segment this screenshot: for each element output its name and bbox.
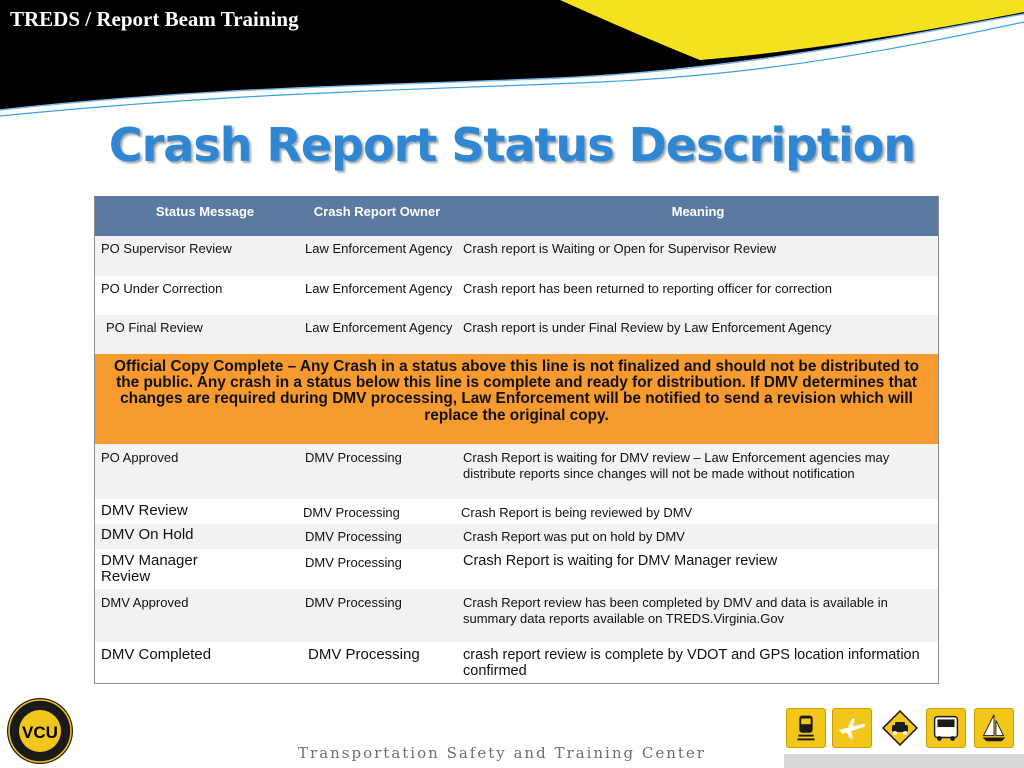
meaning-cell: Crash report is Waiting or Open for Supervisor Review bbox=[463, 241, 777, 256]
car-icon bbox=[880, 708, 920, 748]
status-cell: DMV Review bbox=[101, 502, 188, 519]
sailboat-icon bbox=[974, 708, 1014, 748]
owner-cell: DMV Processing bbox=[308, 646, 420, 663]
table-row bbox=[95, 499, 938, 524]
table-row bbox=[95, 444, 938, 499]
meaning-cell: Crash Report is being reviewed by DMV bbox=[461, 505, 693, 520]
owner-cell: Law Enforcement Agency bbox=[305, 281, 453, 296]
column-header-meaning: Meaning bbox=[671, 204, 725, 219]
status-cell: DMV Completed bbox=[101, 646, 212, 663]
owner-cell: DMV Processing bbox=[305, 595, 402, 610]
slide-title: Crash Report Status Description bbox=[108, 118, 916, 172]
status-table bbox=[94, 196, 939, 684]
owner-cell: DMV Processing bbox=[305, 555, 402, 570]
meaning-cell: Crash Report is waiting for DMV Manager review bbox=[463, 553, 778, 569]
column-header-owner: Crash Report Owner bbox=[313, 204, 441, 219]
column-header-status: Status Message bbox=[155, 204, 255, 219]
owner-cell: DMV Processing bbox=[305, 529, 402, 544]
footer-text: Transportation Safety and Training Center bbox=[298, 744, 706, 762]
table-row bbox=[95, 276, 938, 315]
meaning-cell: Crash report has been returned to reporting officer for correction bbox=[463, 281, 833, 296]
status-cell: PO Approved bbox=[101, 450, 179, 465]
meaning-cell: Crash Report is waiting for DMV review – Law Enforcement agencies may distribute reports since changes will not be made without notification bbox=[463, 450, 890, 481]
table-row bbox=[95, 589, 938, 642]
status-cell: DMV On Hold bbox=[101, 526, 194, 543]
table-row bbox=[95, 642, 938, 683]
airplane-icon bbox=[832, 708, 872, 748]
table-row bbox=[95, 549, 938, 589]
status-cell: PO Under Correction bbox=[101, 281, 223, 296]
meaning-cell: Crash report is under Final Review by Law Enforcement Agency bbox=[463, 320, 832, 335]
header-title: TREDS / Report Beam Training bbox=[10, 7, 299, 31]
owner-cell: DMV Processing bbox=[303, 505, 400, 520]
vcu-logo-text: VCU bbox=[22, 723, 58, 742]
status-cell: PO Final Review bbox=[106, 320, 203, 335]
transport-icons bbox=[784, 708, 1016, 752]
meaning-cell: crash report review is complete by VDOT and GPS location information confirmed bbox=[463, 647, 920, 679]
official-copy-notice: Official Copy Complete – Any Crash in a status above this line is not finalized and should not be distributed to the public. Any crash in a status below this line is complete and ready for distribution. If DMV determines that changes are required during DMV processing, Law Enforcement will be notified to send a revision which will replace the original copy. bbox=[95, 354, 938, 444]
status-cell: DMV Manager Review bbox=[101, 552, 198, 585]
bus-icon bbox=[926, 708, 966, 748]
table-header-row bbox=[95, 196, 938, 236]
table-row bbox=[95, 236, 938, 276]
status-cell: DMV Approved bbox=[101, 595, 189, 610]
table-row bbox=[95, 315, 938, 354]
meaning-cell: Crash Report review has been completed by DMV and data is available in summary data reports available on TREDS.Virginia.Gov bbox=[463, 595, 888, 626]
owner-cell: Law Enforcement Agency bbox=[305, 320, 453, 335]
train-icon bbox=[786, 708, 826, 748]
meaning-cell: Crash Report was put on hold by DMV bbox=[463, 529, 685, 544]
status-cell: PO Supervisor Review bbox=[101, 241, 232, 256]
footer-bar bbox=[784, 754, 1024, 768]
owner-cell: Law Enforcement Agency bbox=[305, 241, 453, 256]
table-row bbox=[95, 524, 938, 549]
owner-cell: DMV Processing bbox=[305, 450, 402, 465]
